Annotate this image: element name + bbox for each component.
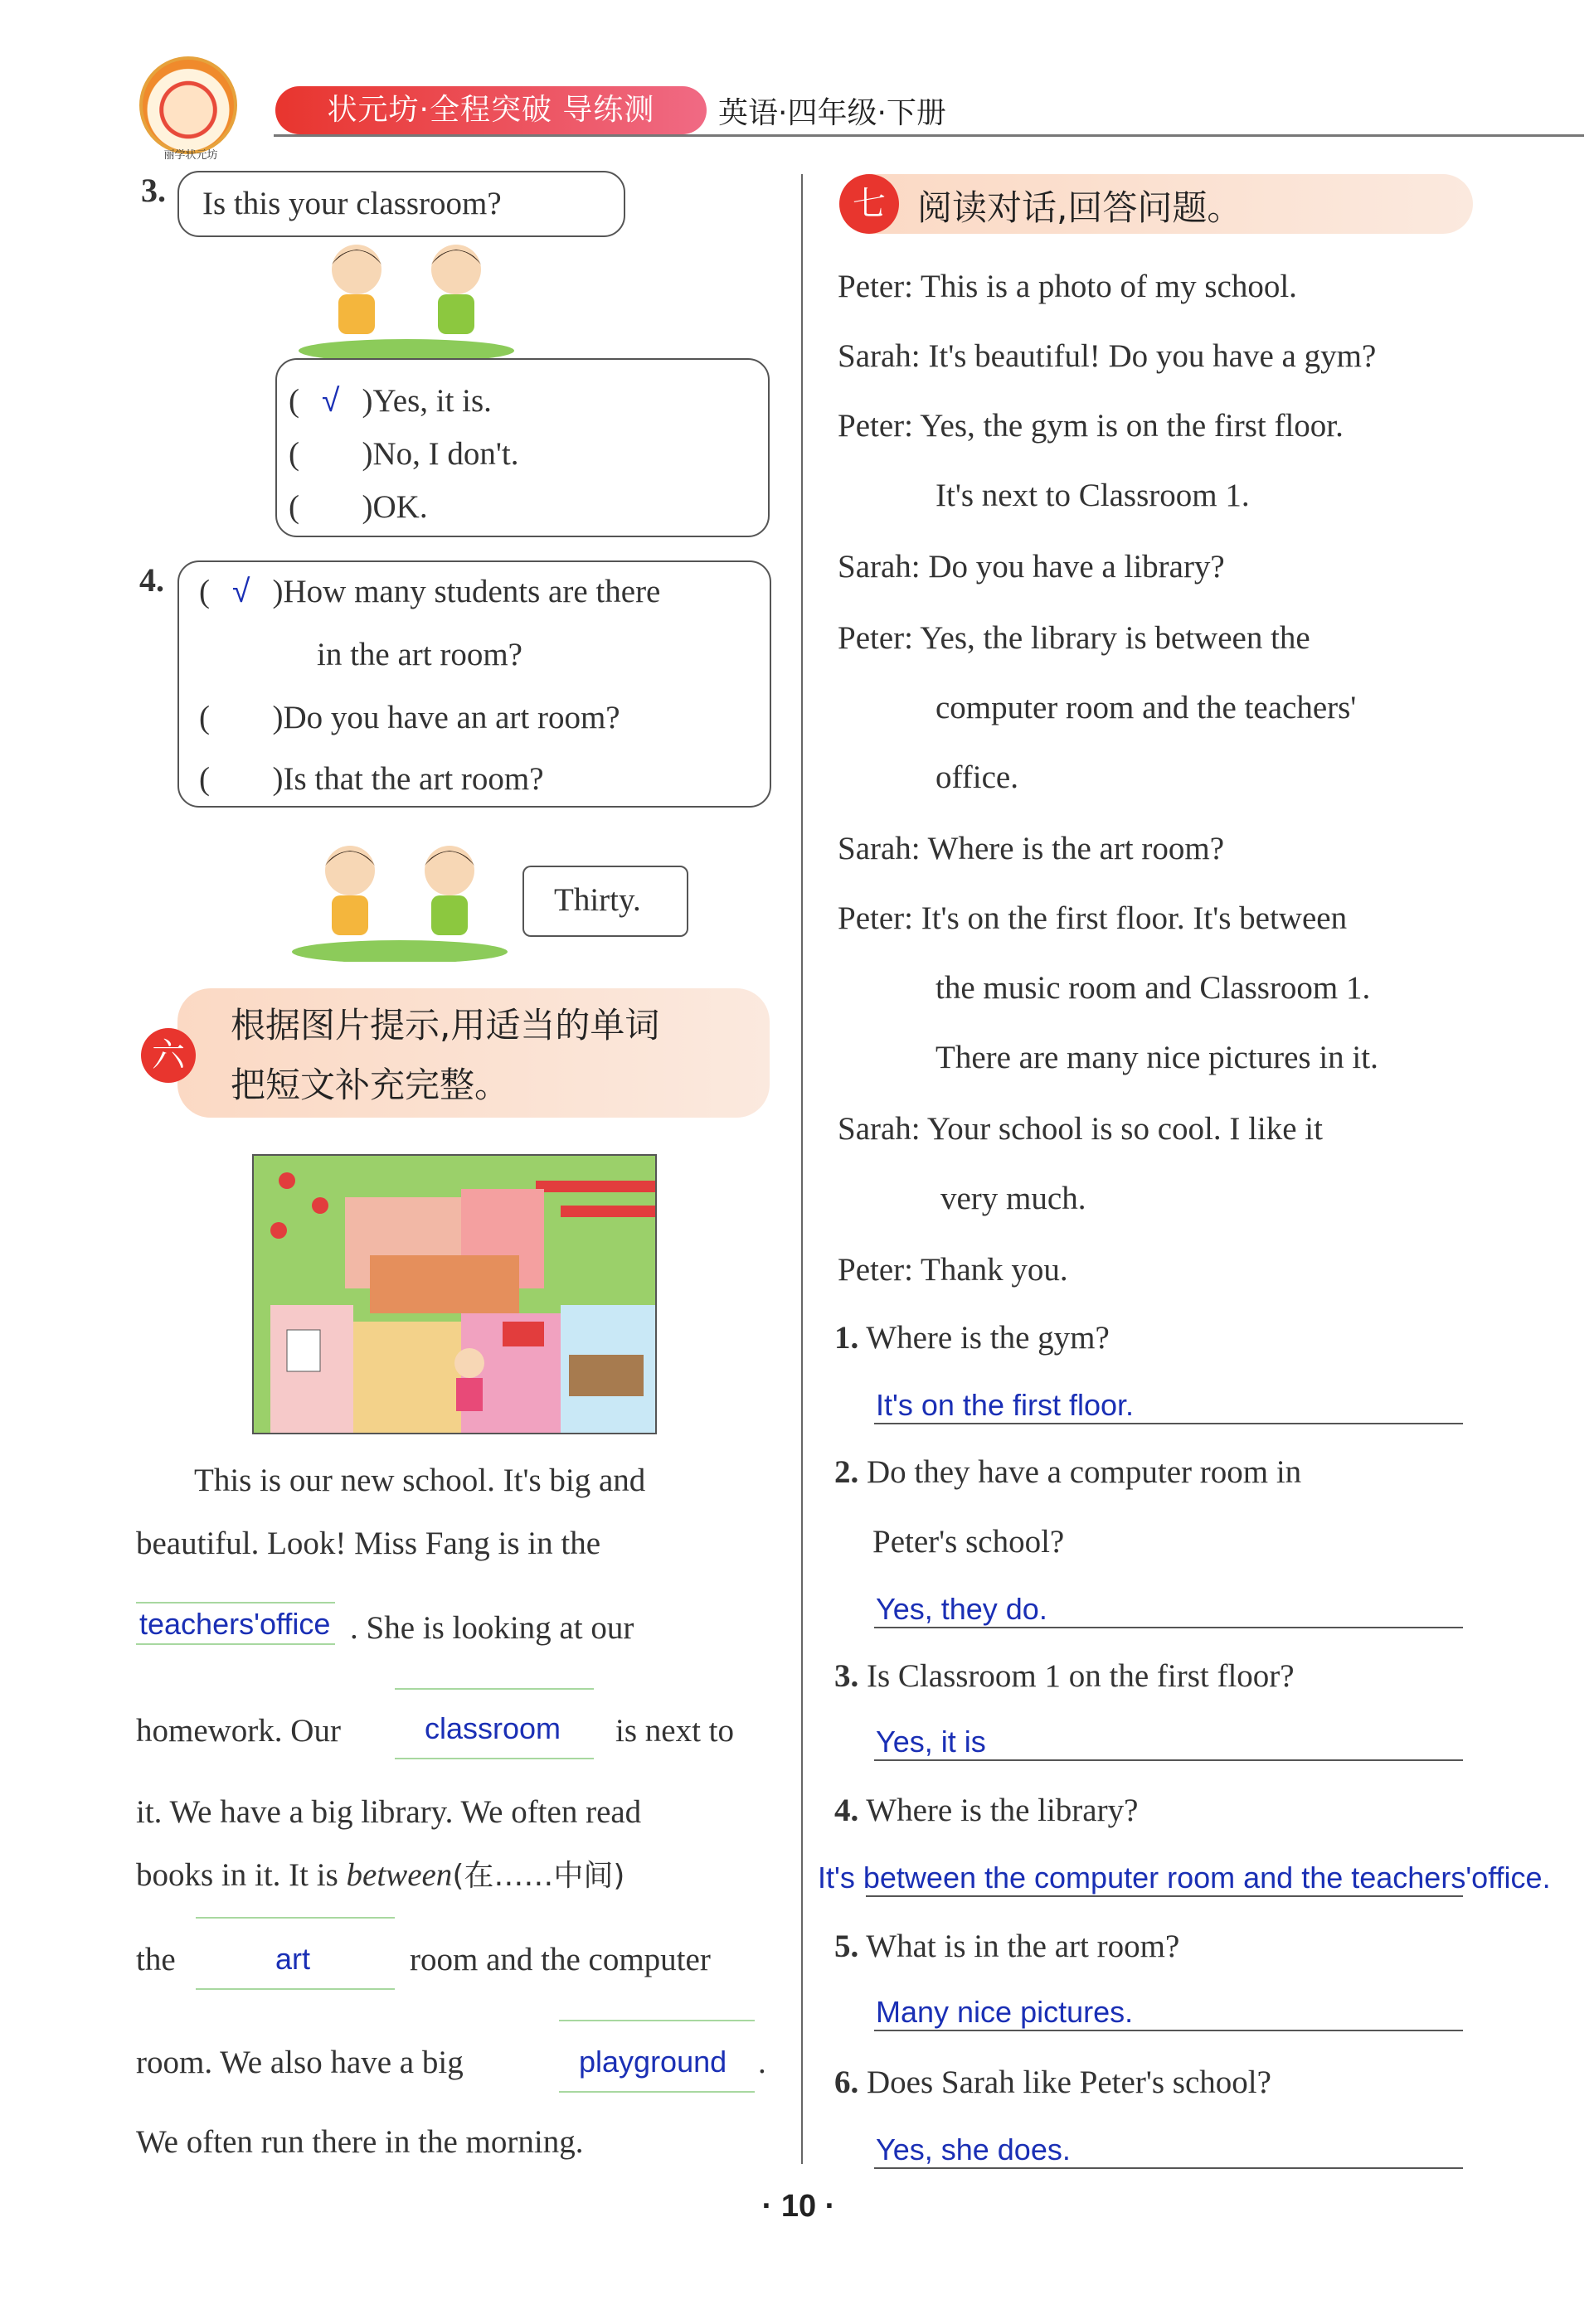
speech-bubble-q3 — [177, 171, 625, 237]
check-mark: √ — [232, 574, 250, 609]
blank-3-answer: art — [275, 1942, 311, 1976]
q3-option-1[interactable]: ( √ )Yes, it is. — [289, 381, 492, 421]
dialogue-line-1: Peter: This is a photo of my school. — [838, 269, 1297, 304]
section-6-title-line2: 把短文补充完整。 — [231, 1065, 510, 1105]
header-rule — [274, 134, 1584, 137]
dialogue-line-9: Sarah: Where is the art room? — [838, 831, 1225, 866]
passage-line-7a: the — [136, 1942, 176, 1977]
section-7-title: 阅读对话,回答问题。 — [917, 187, 1242, 228]
answer-6[interactable]: Yes, she does. — [874, 2126, 1463, 2169]
passage-line-5: it. We have a big library. We often read — [136, 1794, 642, 1830]
publisher-logo — [139, 56, 237, 154]
section-6-tag: 六 — [141, 1028, 196, 1083]
question-2-line2: Peter's school? — [872, 1524, 1065, 1560]
q4-option-2[interactable]: ( )Do you have an art room? — [199, 700, 620, 735]
section-6-title-line1: 根据图片提示,用适当的单词 — [231, 1005, 660, 1046]
passage-line-8a: room. We also have a big — [136, 2045, 464, 2080]
question-3: 3. Is Classroom 1 on the first floor? — [834, 1658, 1295, 1694]
blank-4-answer: playground — [579, 2045, 727, 2079]
q4-option-1[interactable]: ( √ )How many students are there — [199, 572, 660, 612]
blank-2-answer: classroom — [425, 1711, 561, 1745]
blank-2[interactable] — [395, 1688, 594, 1763]
kids-illustration-q4 — [292, 837, 516, 962]
question-2: 2. Do they have a computer room in — [834, 1454, 1302, 1490]
question-number-3: 3. — [141, 172, 166, 209]
answer-3[interactable]: Yes, it is — [874, 1718, 1463, 1761]
answer-1[interactable]: It's on the first floor. — [874, 1381, 1463, 1424]
dialogue-line-8: office. — [936, 759, 1018, 795]
passage-line-6: books in it. It is between(在……中间) — [136, 1857, 625, 1893]
answer-4[interactable]: It's between the computer room and the teachers'office. — [866, 1854, 1463, 1897]
dialogue-line-11: the music room and Classroom 1. — [936, 970, 1371, 1006]
passage-line-7b: room and the computer — [410, 1942, 711, 1977]
question-6: 6. Does Sarah like Peter's school? — [834, 2064, 1271, 2100]
blank-4[interactable] — [559, 2020, 755, 2096]
question-number-4: 4. — [139, 561, 164, 599]
kids-illustration-q3 — [299, 236, 522, 361]
dialogue-line-4: It's next to Classroom 1. — [936, 478, 1250, 513]
subject-title: 英语·四年级·下册 — [718, 96, 946, 130]
answer-5[interactable]: Many nice pictures. — [874, 1988, 1463, 2031]
q3-option-2[interactable]: ( )No, I don't. — [289, 436, 519, 472]
answer-2[interactable]: Yes, they do. — [874, 1585, 1463, 1628]
dialogue-line-14: very much. — [940, 1181, 1086, 1216]
passage-line-3: . She is looking at our — [350, 1610, 634, 1646]
bubble-text: Is this your classroom? — [202, 186, 502, 221]
blank-1[interactable] — [136, 1602, 335, 1648]
dialogue-line-13: Sarah: Your school is so cool. I like it — [838, 1111, 1323, 1147]
passage-line-2: beautiful. Look! Miss Fang is in the — [136, 1526, 601, 1561]
blank-1-answer: teachers'office — [139, 1607, 331, 1641]
dialogue-line-10: Peter: It's on the first floor. It's between — [838, 900, 1348, 936]
speech-bubble-q4 — [522, 866, 688, 937]
dialogue-line-12: There are many nice pictures in it. — [936, 1040, 1378, 1075]
dialogue-line-7: computer room and the teachers' — [936, 690, 1357, 725]
passage-line-1: This is our new school. It's big and — [194, 1463, 646, 1498]
passage-line-8b: . — [758, 2045, 766, 2080]
passage-line-4b: is next to — [615, 1713, 734, 1749]
passage-line-9: We often run there in the morning. — [136, 2124, 584, 2160]
logo-caption: 丽学状元坊 — [163, 149, 218, 162]
dialogue-line-5: Sarah: Do you have a library? — [838, 549, 1225, 585]
q4-option-1-line2: in the art room? — [317, 637, 522, 672]
question-1: 1. Where is the gym? — [834, 1320, 1110, 1356]
q3-option-3[interactable]: ( )OK. — [289, 489, 428, 525]
question-4: 4. Where is the library? — [834, 1793, 1139, 1828]
series-banner: 状元坊·全程突破 导练测 — [275, 86, 707, 134]
section-7-tag: 七 — [839, 174, 899, 234]
question-5: 5. What is in the art room? — [834, 1929, 1180, 1964]
dialogue-line-15: Peter: Thank you. — [838, 1252, 1068, 1288]
dialogue-line-2: Sarah: It's beautiful! Do you have a gym? — [838, 338, 1377, 374]
page-number: · 10 · — [761, 2189, 836, 2224]
dialogue-line-6: Peter: Yes, the library is between the — [838, 620, 1310, 656]
bubble-text: Thirty. — [554, 882, 641, 918]
passage-line-4a: homework. Our — [136, 1713, 341, 1749]
blank-3[interactable] — [196, 1917, 395, 1993]
check-mark: √ — [322, 383, 340, 419]
school-illustration — [252, 1154, 657, 1434]
dialogue-line-3: Peter: Yes, the gym is on the first floor. — [838, 408, 1344, 444]
column-divider — [801, 174, 803, 2164]
q4-option-3[interactable]: ( )Is that the art room? — [199, 761, 544, 797]
